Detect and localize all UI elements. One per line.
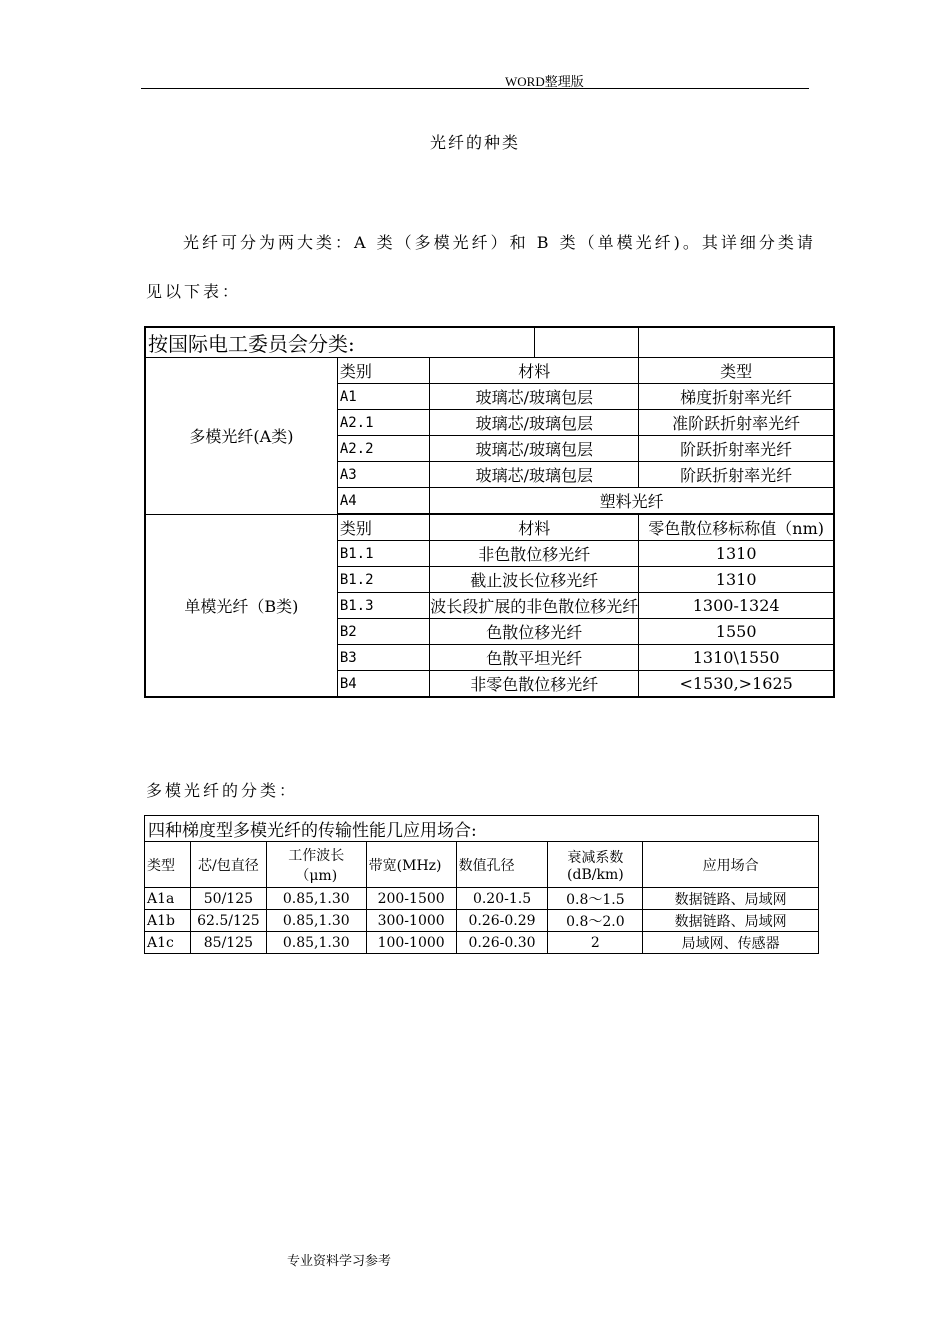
table2-cell: 200-1500	[366, 888, 456, 910]
table1-cell: B3	[337, 645, 429, 671]
table1-cell: 非色散位移光纤	[430, 541, 639, 567]
table1-empty-cell	[639, 327, 834, 358]
table2-cell: 50/125	[190, 888, 266, 910]
table2-cell: 300-1000	[366, 910, 456, 932]
table2-cell: 62.5/125	[190, 910, 266, 932]
table1-caption: 按国际电工委员会分类:	[145, 327, 534, 358]
table1-cell: A1	[337, 384, 429, 410]
intro-line-2: 见以下表：	[146, 282, 242, 301]
table2-cell: 0.85,1.30	[266, 888, 366, 910]
table2-cell: 数据链路、局域网	[643, 910, 819, 932]
table1-header-cell: 类别	[337, 514, 429, 541]
table1-cell: 截止波长位移光纤	[430, 567, 639, 593]
table2-header-cell: 类型	[145, 842, 191, 888]
table1-cell: 玻璃芯/玻璃包层	[430, 410, 639, 436]
table2-cell: 数据链路、局域网	[643, 888, 819, 910]
group-label-multimode: 多模光纤(A类)	[145, 358, 337, 515]
page-footer: 专业资料学习参考	[287, 1254, 392, 1269]
table1-cell: 波长段扩展的非色散位移光纤	[430, 593, 639, 619]
table2-header-cell: 数值孔径	[456, 842, 548, 888]
table1-cell: 阶跃折射率光纤	[639, 462, 834, 488]
table1-cell: 1310	[639, 567, 834, 593]
table1-header-cell: 类型	[639, 358, 834, 384]
table1-cell: B2	[337, 619, 429, 645]
table2-header-cell: 芯/包直径	[190, 842, 266, 888]
table1-header-cell: 材料	[430, 514, 639, 541]
group-label-singlemode: 单模光纤（B类)	[145, 514, 337, 697]
table1-cell: A2.1	[337, 410, 429, 436]
table2-cell: 0.85,1.30	[266, 932, 366, 954]
table1-cell: 阶跃折射率光纤	[639, 436, 834, 462]
table1-cell: B1.2	[337, 567, 429, 593]
table2-cell: 0.20-1.5	[456, 888, 548, 910]
table2-header-cell: 带宽(MHz)	[366, 842, 456, 888]
classification-table	[144, 326, 835, 698]
table1-header-cell: 材料	[430, 358, 639, 384]
table1-cell: B1.1	[337, 541, 429, 567]
table2-header-cell	[266, 842, 366, 888]
table2-cell: 0.8～1.5	[548, 888, 643, 910]
table2-caption: 四种梯度型多模光纤的传输性能几应用场合:	[145, 816, 819, 842]
table1-cell: 非零色散位移光纤	[430, 671, 639, 698]
table1-cell: A2.2	[337, 436, 429, 462]
table2-cell: 0.8～2.0	[548, 910, 643, 932]
page-title: 光纤的种类	[429, 133, 520, 152]
page-header: WORD整理版	[505, 74, 584, 89]
table2-cell: A1c	[145, 932, 191, 954]
header-rule	[141, 88, 809, 89]
table2-cell: 0.85,1.30	[266, 910, 366, 932]
table1-cell: B4	[337, 671, 429, 698]
table2-cell: 85/125	[190, 932, 266, 954]
table1-cell: 玻璃芯/玻璃包层	[430, 462, 639, 488]
table1-cell: 1300-1324	[639, 593, 834, 619]
table1-cell: A3	[337, 462, 429, 488]
table1-header-cell: 类别	[337, 358, 429, 384]
table1-cell: 1550	[639, 619, 834, 645]
table2-header-line: 衰减系数	[567, 849, 624, 866]
section2-label: 多模光纤的分类：	[146, 781, 299, 800]
table1-cell: 1310	[639, 541, 834, 567]
table2-cell: A1a	[145, 888, 191, 910]
table2-header-cell	[548, 842, 643, 888]
multimode-table	[144, 815, 819, 954]
table1-cell: B1.3	[337, 593, 429, 619]
table2-cell: 局域网、传感器	[643, 932, 819, 954]
table1-cell: 色散位移光纤	[430, 619, 639, 645]
table1-cell: 梯度折射率光纤	[639, 384, 834, 410]
table1-header-cell: 零色散位移标称值（nm)	[639, 514, 834, 541]
table2-header-cell: 应用场合	[643, 842, 819, 888]
table1-cell: 玻璃芯/玻璃包层	[430, 384, 639, 410]
table2-cell: 100-1000	[366, 932, 456, 954]
table1-cell: 色散平坦光纤	[430, 645, 639, 671]
table2-header-line: （μm)	[295, 867, 338, 884]
table1-cell: 1310\1550	[639, 645, 834, 671]
table2-cell: A1b	[145, 910, 191, 932]
table2-header-line: (dB/km)	[567, 866, 624, 883]
table2-header-line: 工作波长	[288, 847, 345, 864]
table2-cell: 2	[548, 932, 643, 954]
table2-cell: 0.26-0.30	[456, 932, 548, 954]
intro-line-1: 光纤可分为两大类：A 类（多模光纤）和 B 类（单模光纤)。其详细分类请	[183, 233, 816, 252]
table1-cell: 准阶跃折射率光纤	[639, 410, 834, 436]
table2-cell: 0.26-0.29	[456, 910, 548, 932]
table1-cell: 玻璃芯/玻璃包层	[430, 436, 639, 462]
table1-cell: <1530,>1625	[639, 671, 834, 698]
table1-empty-cell	[534, 327, 639, 358]
table1-cell: 塑料光纤	[430, 488, 834, 515]
table1-cell: A4	[337, 488, 429, 515]
